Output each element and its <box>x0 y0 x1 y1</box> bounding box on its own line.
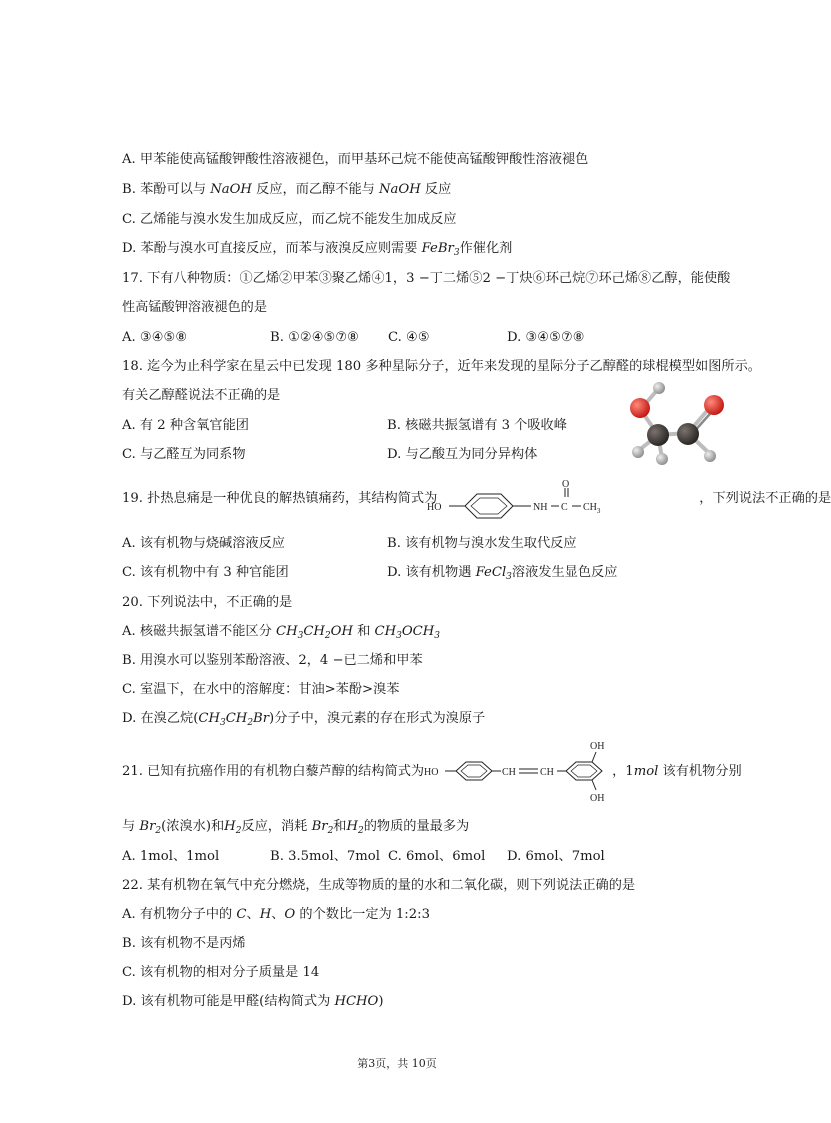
q17-option-a: A. ③④⑤⑧ <box>122 330 188 345</box>
q21-option-c: C. 6mol、6mol <box>388 849 486 864</box>
hydrogen-atom <box>704 450 716 462</box>
q20-option-a: A. 核磁共振氢谱不能区分 $CH_3CH_2OH$ 和 $CH_3OCH_3$ <box>122 624 440 641</box>
glycolaldehyde-ball-stick-model <box>620 378 730 470</box>
q16-option-b: B. 苯酚可以与 NaOH 反应，而乙醇不能与 NaOH 反应 <box>122 182 452 197</box>
q22-stem: 22. 某有机物在氧气中充分燃烧，生成等物质的量的水和二氧化碳，则下列说法正确的是 <box>122 878 636 893</box>
svg-text:HO: HO <box>424 767 439 778</box>
q21-option-d: D. 6mol、7mol <box>507 849 605 864</box>
q22-option-a: A. 有机物分子中的 C、H、O 的个数比一定为 1:2:3 <box>122 907 430 922</box>
q17-stem-line1: 17. 下有八种物质：①乙烯②甲苯③聚乙烯④1，3 −丁二烯⑤2 −丁炔⑥环己烷⑦环己烯⑧乙醇，能使酸 <box>122 271 731 286</box>
q20-option-d: D. 在溴乙烷$(CH_3CH_2Br)$分子中，溴元素的存在形式为溴原子 <box>122 711 486 728</box>
q18-stem-line2: 有关乙醇醛说法不正确的是 <box>122 388 281 403</box>
q17-stem-line2: 性高锰酸钾溶液褪色的是 <box>122 300 268 315</box>
q16-option-a: A. 甲苯能使高锰酸钾酸性溶液褪色，而甲基环己烷不能使高锰酸钾酸性溶液褪色 <box>122 152 589 167</box>
q18-option-a: A. 有 2 种含氧官能团 <box>122 418 249 433</box>
svg-text:O: O <box>562 479 570 490</box>
q20-option-c: C. 室温下，在水中的溶解度：甘油>苯酚>溴苯 <box>122 682 400 697</box>
svg-text:OH: OH <box>590 793 605 804</box>
oxygen-atom <box>704 395 724 415</box>
q17-option-c: C. ④⑤ <box>388 330 430 345</box>
q22-option-b: B. 该有机物不是丙烯 <box>122 936 246 951</box>
q16-option-c: C. 乙烯能与溴水发生加成反应，而乙烷不能发生加成反应 <box>122 212 457 227</box>
page-footer: 第3页，共 10页 <box>357 1057 437 1070</box>
q18-option-d: D. 与乙酸互为同分异构体 <box>387 447 538 462</box>
q19-option-c: C. 该有机物中有 3 种官能团 <box>122 565 289 580</box>
resveratrol-structure <box>424 738 620 808</box>
q17-option-d: D. ③④⑤⑦⑧ <box>507 330 585 345</box>
q19-stem: 19. 扑热息痛是一种优良的解热镇痛药，其结构简式为 ，下列说法不正确的是 <box>122 491 831 506</box>
carbon-atom <box>677 423 699 445</box>
q17-option-b: B. ①②④⑤⑦⑧ <box>270 330 360 345</box>
q22-option-c: C. 该有机物的相对分子质量是 14 <box>122 965 320 980</box>
hydrogen-atom <box>656 453 668 465</box>
svg-text:OH: OH <box>590 741 605 752</box>
q21-stem-line1: 21. 已知有抗癌作用的有机物白藜芦醇的结构简式为 ，1mol 该有机物分别 <box>122 764 742 779</box>
q21-option-b: B. 3.5mol、7mol <box>270 849 380 864</box>
paracetamol-structure <box>427 478 689 520</box>
q18-option-c: C. 与乙醛互为同系物 <box>122 447 246 462</box>
q20-option-b: B. 用溴水可以鉴别苯酚溶液、2，4 −已二烯和甲苯 <box>122 653 423 668</box>
carbon-atom <box>647 424 669 446</box>
hydrogen-atom <box>653 382 665 394</box>
svg-text:CH: CH <box>540 767 554 778</box>
svg-text:HO: HO <box>427 502 442 513</box>
svg-text:CH3: $CH_3$ <box>583 502 601 515</box>
svg-text:C: C <box>561 502 568 513</box>
q18-option-b: B. 核磁共振氢谱有 3 个吸收峰 <box>387 418 567 433</box>
q19-option-d: D. 该有机物遇 FeCl$_3$溶液发生显色反应 <box>387 565 618 582</box>
oxygen-atom <box>630 398 650 418</box>
q21-stem-line2: 与 $Br_2$(浓溴水)和$H_2$反应，消耗 $Br_2$和$H_2$的物质的量最多为 <box>122 819 470 836</box>
q16-option-d: D. 苯酚与溴水可直接反应，而苯与液溴反应则需要 FeBr$_3$作催化剂 <box>122 241 513 258</box>
q22-option-d: D. 该有机物可能是甲醛(结构简式为 HCHO) <box>122 994 384 1009</box>
q21-option-a: A. 1mol、1mol <box>122 849 220 864</box>
svg-text:CH: CH <box>502 767 516 778</box>
svg-text:NH: NH <box>533 502 548 513</box>
q19-option-b: B. 该有机物与溴水发生取代反应 <box>387 536 577 551</box>
q18-stem-line1: 18. 迄今为止科学家在星云中已发现 180 多种星际分子，近年来发现的星际分子乙醇醛的球棍模型如图所示。 <box>122 359 761 374</box>
hydrogen-atom <box>632 446 644 458</box>
q20-stem: 20. 下列说法中，不正确的是 <box>122 595 293 610</box>
q19-option-a: A. 该有机物与烧碱溶液反应 <box>122 536 285 551</box>
